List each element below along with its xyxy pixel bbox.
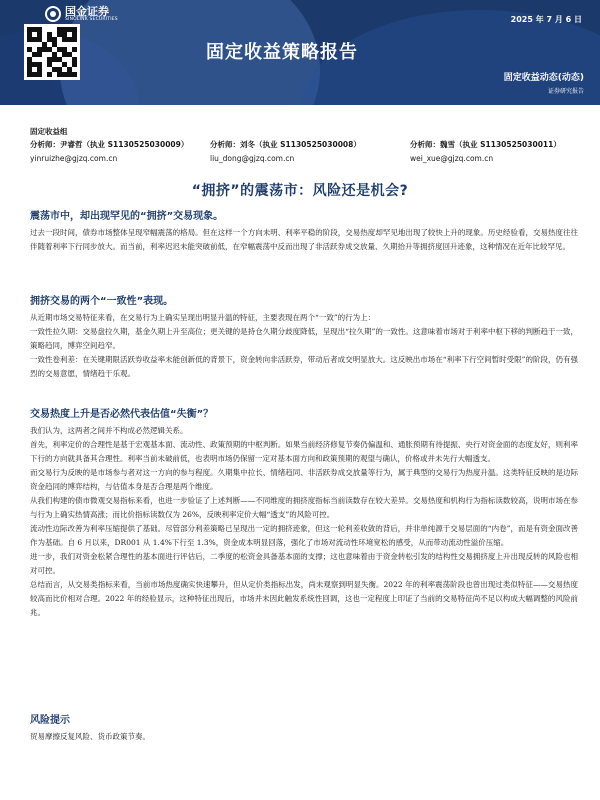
- report-subtitle: 固定收益动态(动态): [503, 73, 584, 83]
- analyst-email[interactable]: wei_xue@gjzq.com.cn: [410, 154, 494, 163]
- section-paragraph: 我们认为，这两者之间并不构成必然逻辑关系。: [30, 426, 188, 435]
- section-heading: 风险提示: [30, 715, 70, 726]
- analyst-name: 分析师：尹睿哲（执业 S1130525030009）: [30, 140, 189, 149]
- section-consistency: [30, 295, 578, 381]
- section-paragraph: 一致性卷利差：在关键期限活跃券收益率未能创新低的背景下，资金转向非活跃券，带动后者成交明显放大。这反映出市场在“利率下行空间暂时受限”的阶段，仍有强烈的交易意愿，情绪趋于乐观。: [30, 355, 578, 378]
- analyst-email[interactable]: yinruizhe@gjzq.com.cn: [30, 154, 118, 163]
- section-paragraph: 首先，利率定价的合理性是基于宏观基本面、流动性、政策预期的中枢判断。如果当前经济修复节奏仍偏温和、通胀预期有待提振、央行对资金面的态度友好，则利率下行的方向就具备其合理性。利率当前未破前低，也表明市场仍保留一定对基本面方向和政策预期的观望与确认，价格或并未先行大幅透支。: [30, 440, 578, 463]
- report-category-title: 固定收益策略报告: [206, 42, 358, 63]
- section-risk: [30, 714, 578, 744]
- section-heading: 震荡市中，却出现罕见的“拥挤”交易现象。: [30, 211, 224, 222]
- section-intro: [30, 210, 578, 254]
- section-paragraph: 总结而言，从交易类指标来看，当前市场热度确实快速攀升，但从定价类指标出发，尚未观察到明显失衡。2022 年的利率震荡阶段也曾出现过类似特征——交易热度较高而比价相对合理。2022 年的经验显示，这种特征出现后，市场并未因此触发系统性回调，这也一定程度上印证了当前的交易特征尚不足以构成大幅调整的风险前兆。: [30, 580, 578, 617]
- report-date: 2025 年 7 月 6 日: [510, 15, 582, 24]
- logo-name-cn: 国金证券: [65, 5, 109, 18]
- section-paragraph: 过去一段时间，债券市场整体呈现窄幅震荡的格局。但在这样一个方向未明、利率平稳的阶段，交易热度却罕见地出现了较快上升的现象。历史经验看，交易热度往往伴随着利率下行同步放大。而当前，利率迟迟未能突破前低，在窄幅震荡中反而出现了非活跃券成交放量、久期抬升等拥挤度回升迹象，这种情况在近年比较罕见。: [30, 228, 578, 251]
- section-paragraph: 而交易行为反映的是市场参与者对这一方向的参与程度。久期集中拉长、情绪趋同、非活跃券成交放量等行为，属于典型的交易行为热度升温。这类特征反映的是边际资金趋同的博弈结构，与估值本身是否合理是两个维度。: [30, 468, 578, 491]
- analyst-name: 分析师：刘冬（执业 S1130525030008）: [210, 140, 361, 149]
- section-valuation: [30, 408, 578, 620]
- analyst-email[interactable]: liu_dong@gjzq.com.cn: [210, 154, 295, 163]
- logo-name-en: SINOLINK SECURITIES: [65, 17, 118, 22]
- section-paragraph: 进一步，我们对资金松紧合理性的基本面进行评估后，二季度的松资金具备基本面的支撑；这也意味着由于资金转松引发的结构性交易拥挤度上升出现反转的风险也相对可控。: [30, 552, 578, 575]
- qr-code: [24, 24, 80, 80]
- analyst-group-label: 固定收益组: [30, 127, 68, 136]
- report-banner: [0, 0, 600, 105]
- section-heading: 交易热度上升是否必然代表估值“失衡”？: [30, 409, 214, 420]
- report-tag: 证券研究报告: [547, 88, 584, 95]
- analyst-block: [30, 126, 590, 163]
- section-heading: 拥挤交易的两个“一致性”表现。: [30, 296, 174, 307]
- analyst-card: [30, 139, 210, 163]
- section-paragraph: 从近期市场交易特征来看，在交易行为上确实呈现出明显升温的特征，主要表现在两个“一致”的行为上：: [30, 313, 376, 322]
- company-logo: [45, 6, 118, 23]
- section-paragraph: 流动性边际改善为利率压缩提供了基础。尽管部分利差策略已呈现出一定的拥挤迹象，但这一轮利差收敛的背后，并非单纯源于交易层面的“内卷”，而是有资金面改善作为基础。自 6 月以来，DR001 从 1.4%下行至 1.3%，资金成本明显回落，强化了市场对流动性环境宽松的感受，从而带动流动性溢价压缩。: [30, 524, 578, 547]
- section-paragraph: 贸易摩擦反复风险、货币政策节奏。: [30, 732, 150, 741]
- logo-icon: [45, 6, 61, 22]
- section-paragraph: 一致性拉久期：交易盘拉久期，基金久期上升至高位；更关键的是持仓久期分歧度降低，呈现出“拉久期”的一致性。这意味着市场对于利率中枢下移的判断趋于一致，策略趋同，博弈空间趋窄。: [30, 327, 578, 350]
- section-paragraph: 从我们构建的债市微观交易指标来看，也进一步验证了上述判断——不同维度的拥挤度指标当前读数存在较大差异。交易热度和机构行为指标读数较高，说明市场在参与行为上确实热情高涨；而比价指标读数仅为 26%，反映利率定价大幅“透支”的风险可控。: [30, 496, 578, 519]
- analyst-card: [410, 139, 590, 163]
- analyst-name: 分析师：魏雪（执业 S1130525030011）: [410, 140, 561, 149]
- analyst-card: [210, 139, 400, 163]
- report-title: “拥挤”的震荡市：风险还是机会?: [191, 183, 409, 199]
